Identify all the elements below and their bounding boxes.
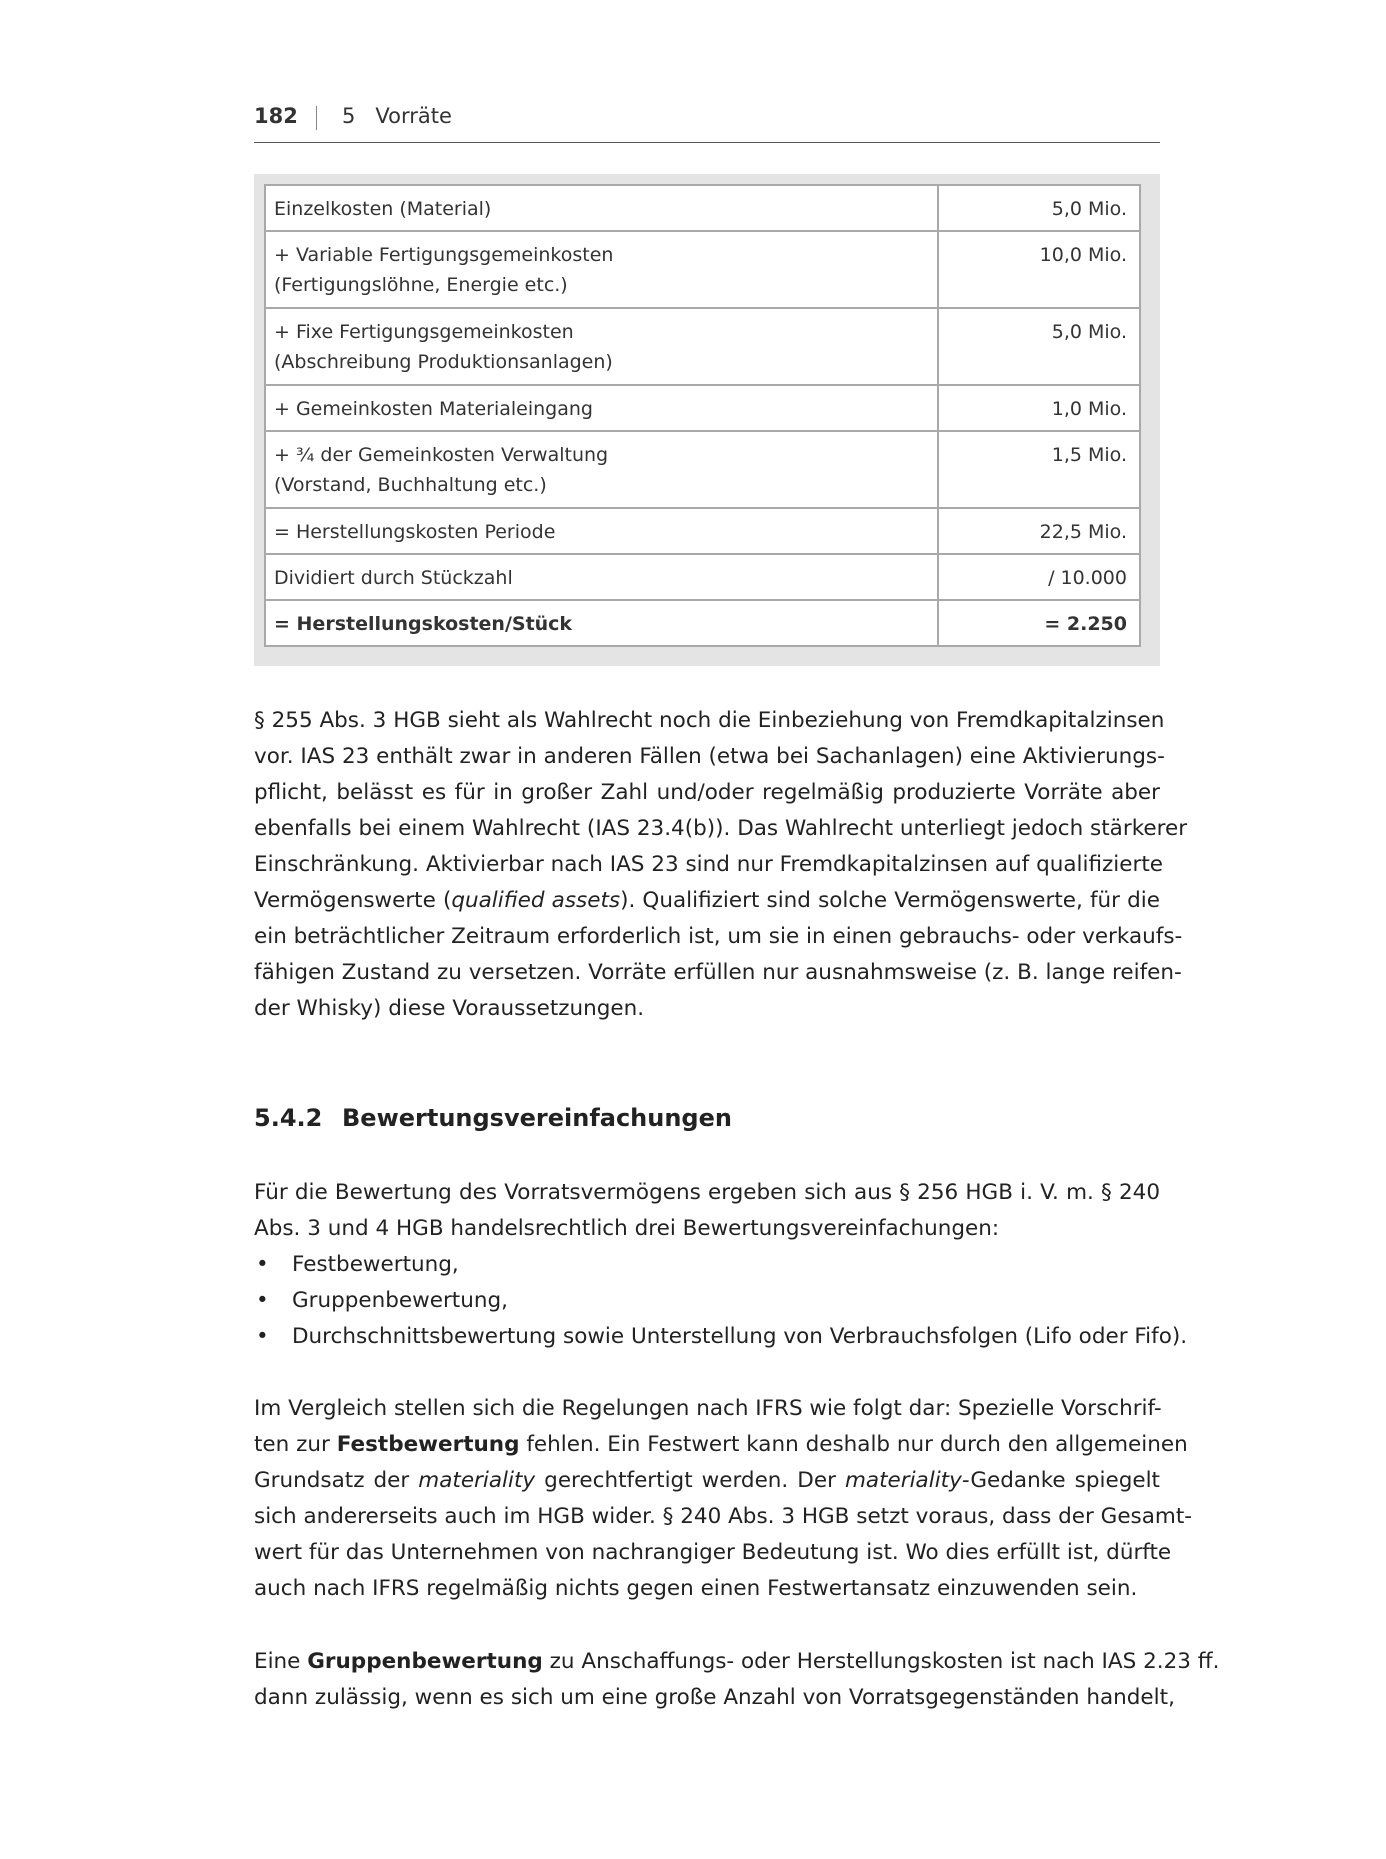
text-line: fähigen Zustand zu versetzen. Vorräte erfüllen nur ausnahmsweise (z. B. lange reifen- [254,960,1182,985]
row-value: 5,0 Mio. [938,308,1140,385]
table-row [265,231,1140,308]
table-row [265,308,1140,385]
bullet-icon: • [256,1252,269,1277]
row-value: 1,5 Mio. [938,431,1140,508]
paragraph-gruppenbewertung [254,1644,1220,1716]
text-line: ein beträchtlicher Zeitraum erforderlich ist, um sie in einen gebrauchs- oder verkaufs- [254,924,1183,949]
text-line: auch nach IFRS regelmäßig nichts gegen einen Festwertansatz einzuwenden sein. [254,1576,1138,1601]
list-item: • Gruppenbewertung, [254,1283,1160,1319]
table-row [265,554,1140,600]
text-line: Für die Bewertung des Vorratsvermögens ergeben sich aus § 256 HGB i. V. m. § 240 [254,1180,1160,1205]
list-item: • Festbewertung, [254,1247,1160,1283]
cost-table-box [254,174,1160,666]
section-title: Bewertungsvereinfachungen [342,1104,732,1132]
table-row-total [265,600,1140,646]
paragraph-fremdkapitalzinsen [254,703,1188,1027]
text-line: der Whisky) diese Voraussetzungen. [254,996,645,1021]
table-row [265,508,1140,554]
table-row [265,185,1140,231]
text-line: wert für das Unternehmen von nachrangiger Bedeutung ist. Wo dies erfüllt ist, dürfte [254,1540,1172,1565]
text-line: Einschränkung. Aktivierbar nach IAS 23 sind nur Fremdkapitalzinsen auf qualifizierte [254,852,1164,877]
text-line: § 255 Abs. 3 HGB sieht als Wahlrecht noch die Einbeziehung von Fremdkapitalzinsen [254,708,1165,733]
page-number: 182 [254,104,298,128]
paragraph-intro [254,1175,1160,1247]
text-line: Abs. 3 und 4 HGB handelsrechtlich drei Bewertungsvereinfachungen: [254,1216,1000,1241]
header-separator [316,106,317,130]
row-value: 22,5 Mio. [938,508,1140,554]
header-rule [254,142,1160,143]
paragraph-ifrs-comparison [254,1391,1193,1607]
row-value: / 10.000 [938,554,1140,600]
table-row [265,385,1140,431]
row-label: = Herstellungskosten Periode [265,508,938,554]
row-label: Dividiert durch Stückzahl [265,554,938,600]
bold-term: Gruppenbewertung [307,1649,543,1674]
bullet-list [254,1247,1188,1355]
text-line: ebenfalls bei einem Wahlrecht (IAS 23.4(b)). Das Wahlrecht unterliegt jedoch stärkerer [254,816,1188,841]
row-value: 5,0 Mio. [938,185,1140,231]
bullet-icon: • [256,1324,269,1349]
text-line: Vermögenswerte (qualified assets). Qualifiziert sind solche Vermögenswerte, für die [254,888,1160,913]
chapter-label [342,104,452,128]
bullet-icon: • [256,1288,269,1313]
text-line: sich andererseits auch im HGB wider. § 240 Abs. 3 HGB setzt voraus, dass der Gesamt- [254,1504,1193,1529]
italic-term: qualified assets [451,888,621,913]
italic-term: materiality [844,1468,962,1493]
row-value: 1,0 Mio. [938,385,1140,431]
chapter-number: 5 [342,104,356,128]
text-line: Grundsatz der materiality gerechtfertigt werden. Der materiality-Gedanke spiegelt [254,1468,1160,1493]
running-header [254,104,1160,140]
row-label: Einzelkosten (Material) [265,185,938,231]
table-row [265,431,1140,508]
cost-table [264,184,1141,647]
row-value: = 2.250 [938,600,1140,646]
section-heading [254,1104,732,1132]
list-item: • Durchschnittsbewertung sowie Unterstellung von Verbrauchsfolgen (Lifo oder Fifo). [254,1319,1160,1355]
bold-term: Festbewertung [336,1432,520,1457]
row-label: + ¾ der Gemeinkosten Verwaltung (Vorstand, Buchhaltung etc.) [265,431,938,508]
row-label: = Herstellungskosten/Stück [265,600,938,646]
text-line: Eine Gruppenbewertung zu Anschaffungs- oder Herstellungskosten ist nach IAS 2.23 ff. [254,1649,1220,1674]
row-label: + Fixe Fertigungsgemeinkosten (Abschreibung Produktionsanlagen) [265,308,938,385]
text-line: pflicht, belässt es für in großer Zahl und/oder regelmäßig produzierte Vorräte aber [254,780,1160,805]
text-line: dann zulässig, wenn es sich um eine große Anzahl von Vorratsgegenständen handelt, [254,1685,1175,1710]
italic-term: materiality [418,1468,536,1493]
row-label: + Gemeinkosten Materialeingang [265,385,938,431]
text-line: vor. IAS 23 enthält zwar in anderen Fällen (etwa bei Sachanlagen) eine Aktivierungs- [254,744,1165,769]
chapter-title: Vorräte [375,104,452,128]
row-value: 10,0 Mio. [938,231,1140,308]
section-number: 5.4.2 [254,1104,323,1132]
text-line: Im Vergleich stellen sich die Regelungen nach IFRS wie folgt dar: Spezielle Vorschrif- [254,1396,1162,1421]
row-label: + Variable Fertigungsgemeinkosten (Fertigungslöhne, Energie etc.) [265,231,938,308]
text-line: ten zur Festbewertung fehlen. Ein Festwert kann deshalb nur durch den allgemeinen [254,1432,1188,1457]
